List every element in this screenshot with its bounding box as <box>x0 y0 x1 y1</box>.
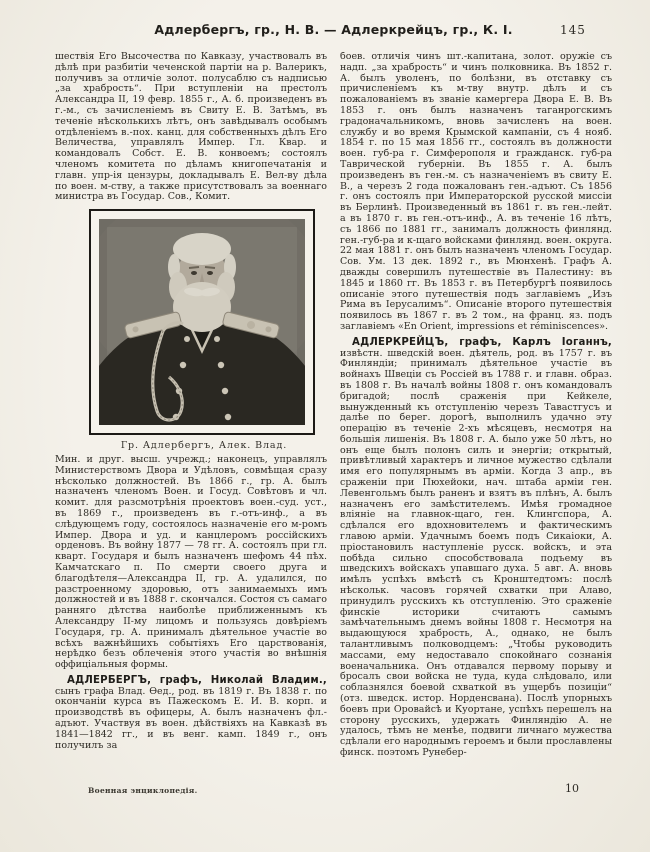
portrait-caption: Гр. Адлербергъ, Алек. Влад. <box>120 440 288 452</box>
paragraph: Мин. и друг. высш. учрежд.; наконецъ, управлялъ Министерствомъ Двора и Удѣловъ, совмѣщая сразу нѣсколько должностей. Въ 1866 г., гр. А. былъ назначенъ членомъ Воен. и Госуд. Совѣтовъ и чл. комит. для разсмотрѣнія проектовъ воен.-суд. уст., въ 1869 г., произведенъ въ г.-отъ-инф., а въ слѣдующемъ году, состоялось назначеніе его м-ромъ Импер. Двора и уд. и канцлеромъ россійскихъ орденовъ. Въ войну 1877 — 78 гг. А. состоялъ при гл. кварт. Государя и былъ назначенъ шефомъ 44 пѣх. Камчатскаго п. По смерти своего друга и благодѣтеля—Александра II, гр. А. удалился, по разстроенному здоровью, отъ занимаемыхъ имъ должностей и въ 1888 г. скончался. Состоя съ самаго ранняго дѣтства наиболѣе приближеннымъ къ Александру II-му лицомъ и пользуясь довѣріемъ Государя, гр. А. принималъ дѣятельное участіе во всѣхъ важнѣйшихъ событіяхъ Его царствованія, нерѣдко безъ облеченія этого участія во внѣшнія оффиціальныя формы. <box>55 453 327 671</box>
continuation-paragraph: боев. отличія чинъ шт.-капитана, золот. оружіе съ надп. „за храбрость“ и чинъ полковника. Въ 1852 г. А. былъ уволенъ, по болѣзни, въ отставку съ причисленіемъ къ м-тву внутр. дѣлъ и съ пожалованіемъ въ званіе камергера Двора Е. В. Въ 1853 г. онъ былъ назначенъ таганрогскимъ градоначальникомъ, вновь зачисленъ на воен. службу и во время Крымской кампаніи, съ 4 нояб. 1854 г. по 15 мая 1856 гг., состоялъ въ должности воен. губ-ра г. Симферополя и гражданск. губ-ра Таврической губерніи. Въ 1855 г. А. былъ произведенъ въ ген.-м. съ назначеніемъ въ свиту Е. В., а черезъ 2 года пожалованъ ген.-адъют. Съ 1856 г. онъ состоялъ при Императорской русской миссіи въ Берлинѣ. Произведенный въ 1861 г. въ ген.-лейт. а въ 1870 г. въ ген.-отъ-инф., А. въ теченіе 16 лѣтъ, съ 1866 по 1881 гг., занималъ должность финлянд. ген.-губ-ра и к-щаго войсками финлянд. воен. округа. 22 мая 1881 г. онъ былъ назначенъ членомъ Государ. Сов. Ум. 13 дек. 1892 г., въ Мюнхенѣ. Графъ А. дважды совершилъ путешествіе въ Палестину: въ 1845 и 1860 гг. Въ 1853 г. въ Петербургѣ появилось описаніе этого путешествія подъ заглавіемъ „Изъ Рима въ Іерусалимъ“. Описаніе второго путешествія появилось въ 1867 г. въ 2 том., на франц. яз. подъ заглавіемъ «En Orient, impressions et réminiscences». <box>340 52 612 332</box>
portrait-photo <box>89 209 315 435</box>
continuation-paragraph: шествія Его Высочества по Кавказу, участвовалъ въ дѣлѣ при разбитіи чеченской партіи на р. Валерикъ, получивъ за отличіе золот. полусаблю съ надписью „за храбрость“. При вступленіи на престолъ Александра II, 19 февр. 1855 г., А. б. произведенъ въ г.-м., съ зачисленіемъ въ Свиту Е. В. Затѣмъ, въ теченіе нѣсколькихъ лѣтъ, онъ завѣдывалъ особымъ отдѣленіемъ в.-пох. канц. для собственныхъ дѣлъ Его Величества, управлялъ Импер. Гл. Квар. и командовалъ Собст. Е. В. конвоемъ; состоялъ членомъ комитета по дѣламъ книгопечатанія и главн. упр-ія цензуры, докладывалъ Е. Вел-ву дѣла по воен. м-ству, а также присутствовалъ за военнаго министра въ Государ. Сов., Комит. <box>55 52 327 203</box>
running-head-title: Адлербергъ, гр., Н. В. — Адлеркрейцъ, гр., К. I. <box>154 22 513 37</box>
portrait-figure <box>89 209 319 452</box>
signature-mark: 10 <box>565 782 579 795</box>
imprint: Военная энциклопедія. <box>88 786 198 795</box>
text-columns <box>55 52 612 788</box>
entry-adlerkreutz-karl <box>340 338 612 759</box>
entry-headword: АДЛЕРКРЕЙЦЪ, графъ, Карлъ Іоганнъ, <box>352 336 612 348</box>
portrait-illustration <box>99 219 305 425</box>
entry-headword: АДЛЕРБЕРГЪ, графъ, Николай Владим., <box>67 674 327 686</box>
page-number: 145 <box>560 23 586 37</box>
right-column <box>340 52 612 788</box>
left-column <box>55 52 327 788</box>
entry-body: сынъ графа Влад. Ѳед., род. въ 1819 г. Въ 1838 г. по окончаніи курса въ Пажескомъ Е. И. В. корп. и производствѣ въ офицеры, А. былъ назначенъ фл.-адъют. Участвуя въ воен. дѣйствіяхъ на Кавказѣ въ 1841—1842 гг., и въ венг. камп. 1849 г., онъ получилъ за <box>55 685 327 751</box>
entry-body: извѣстн. шведскій воен. дѣятель, род. въ 1757 г. въ Финляндіи; принималъ дѣятельное участіе въ войнахъ Швеціи съ Россіей въ 1788 г. и главн. образ. въ 1808 г. Въ началѣ войны 1808 г. онъ командовалъ бригадой; послѣ сраженія при Кейкеле, вынужденный къ отступленію черезъ Тавастгусъ и далѣе по берег. дорогѣ, выполнилъ удачно эту операцію въ теченіе 2-хъ мѣсяцевъ, несмотря на большія лишенія. Въ 1808 г. А. было уже 50 лѣтъ, но онъ еще былъ полонъ силъ и энергіи; открытый, привѣтливый характеръ и личное мужество сдѣлали имя его популярнымъ въ арміи. Когда 3 апр., въ сраженіи при Пюхейоки, нач. штаба арміи ген. Левенгольмъ былъ раненъ и взятъ въ плѣнъ, А. былъ назначенъ его замѣстителемъ. Имѣя громадное вліяніе на главнок-щаго, ген. Клингспора, А. сдѣлался его вдохновителемъ и фактическимъ главою арміи. Удачнымъ боемъ подъ Сикаіоки, А. пріостановилъ наступленіе русск. войскъ, и эта побѣда сильно способствовала подъему въ шведскихъ войскахъ упавшаго духа. 5 авг. А. вновь имѣлъ успѣхъ вмѣстѣ съ Кронштедтомъ: послѣ нѣскольк. часовъ горячей схватки при Алаво, принудилъ русскихъ къ отступленію. Это сраженіе финскіе историки считаютъ самымъ замѣчательнымъ днемъ войны 1808 г. Несмотря на выдающуюся храбрость, А., однако, не былъ талантливымъ полководцемъ: „Чтобы руководить массами, ему недоставало спокойнаго сознанія военачальника. Онъ отдавался первому порыву и бросалъ свои войска не туда, куда слѣдовало, или соблазнялся боевой схваткой въ ущербъ позиціи“ (отз. шведск. истор. Норденсвана). Послѣ упорныхъ боевъ при Оровайсѣ и Куортане, успѣхъ перешелъ на сторону русскихъ, удержать Финляндію А. не удалось, тѣмъ не менѣе, подвиги личнаго мужества сдѣлали его народнымъ героемъ и были прославлены финск. поэтомъ Рунебер- <box>340 347 612 758</box>
entry-adlerberg-nikolai <box>55 676 327 752</box>
